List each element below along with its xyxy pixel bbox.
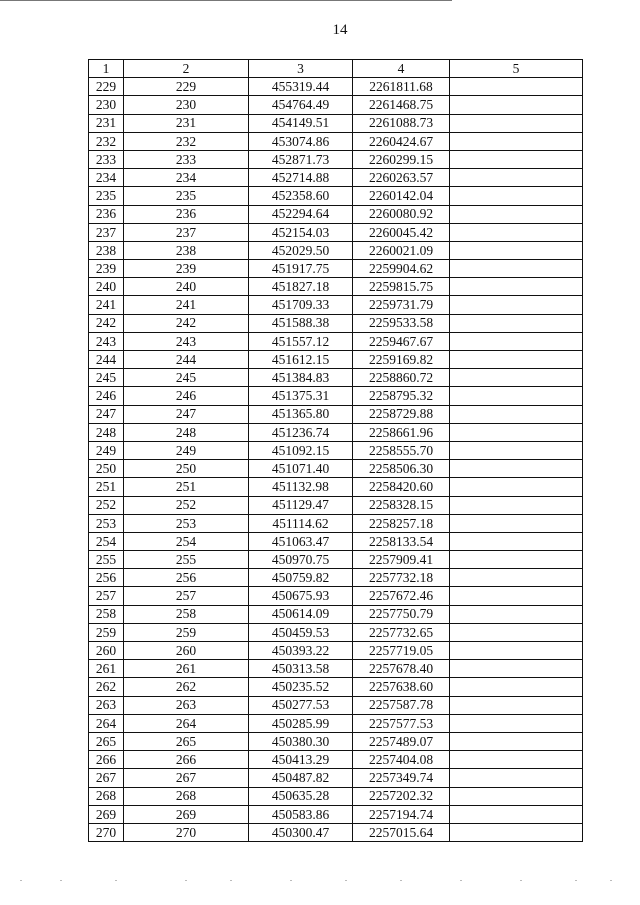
table-cell: 250 — [89, 460, 124, 478]
table-row — [89, 296, 583, 314]
table-cell: 229 — [124, 78, 249, 96]
table-row — [89, 587, 583, 605]
table-cell: 254 — [124, 532, 249, 550]
scan-dot — [610, 880, 612, 881]
table-cell: 450300.47 — [249, 823, 353, 841]
table-cell: 241 — [124, 296, 249, 314]
table-row — [89, 314, 583, 332]
table-cell — [450, 369, 583, 387]
table-row — [89, 805, 583, 823]
table-cell — [450, 241, 583, 259]
table-cell — [450, 787, 583, 805]
table-cell: 2259533.58 — [353, 314, 450, 332]
table-cell — [450, 314, 583, 332]
table-row — [89, 369, 583, 387]
table-cell — [450, 132, 583, 150]
table-cell: 450635.28 — [249, 787, 353, 805]
table-row — [89, 696, 583, 714]
table-cell: 2259467.67 — [353, 332, 450, 350]
table-cell: 2257587.78 — [353, 696, 450, 714]
table-cell: 267 — [89, 769, 124, 787]
scan-dot — [185, 880, 187, 881]
table-row — [89, 96, 583, 114]
table-cell: 2260424.67 — [353, 132, 450, 150]
table-cell: 450277.53 — [249, 696, 353, 714]
table-cell: 451557.12 — [249, 332, 353, 350]
table-cell: 265 — [89, 732, 124, 750]
page-number: 14 — [332, 22, 348, 38]
table-cell: 260 — [89, 642, 124, 660]
table-cell — [450, 296, 583, 314]
table-cell: 451365.80 — [249, 405, 353, 423]
table-cell: 2260080.92 — [353, 205, 450, 223]
table-cell — [450, 405, 583, 423]
table-row — [89, 787, 583, 805]
table-cell: 2259169.82 — [353, 351, 450, 369]
table-cell — [450, 751, 583, 769]
table-cell: 2257732.65 — [353, 623, 450, 641]
table-cell: 452154.03 — [249, 223, 353, 241]
table-cell: 451236.74 — [249, 423, 353, 441]
table-cell: 266 — [89, 751, 124, 769]
table-cell: 244 — [124, 351, 249, 369]
scan-dot — [20, 880, 22, 881]
table-row — [89, 332, 583, 350]
table-cell: 243 — [89, 332, 124, 350]
table-cell: 264 — [124, 714, 249, 732]
table-cell: 451092.15 — [249, 441, 353, 459]
table-cell: 2258729.88 — [353, 405, 450, 423]
table-cell: 450759.82 — [249, 569, 353, 587]
table-cell: 2260263.57 — [353, 169, 450, 187]
table-cell — [450, 387, 583, 405]
table-cell: 450413.29 — [249, 751, 353, 769]
table-cell: 238 — [89, 241, 124, 259]
table-cell: 247 — [89, 405, 124, 423]
table-cell: 451114.62 — [249, 514, 353, 532]
column-header: 4 — [353, 60, 450, 78]
table-row — [89, 769, 583, 787]
table-cell: 258 — [89, 605, 124, 623]
table-cell: 235 — [124, 187, 249, 205]
table-cell — [450, 169, 583, 187]
table-cell: 2258860.72 — [353, 369, 450, 387]
table-cell: 2260142.04 — [353, 187, 450, 205]
table-header-row — [89, 60, 583, 78]
table-row — [89, 260, 583, 278]
table-cell — [450, 532, 583, 550]
table-cell: 451071.40 — [249, 460, 353, 478]
table-cell: 236 — [89, 205, 124, 223]
table-cell: 2257732.18 — [353, 569, 450, 587]
table-cell: 232 — [89, 132, 124, 150]
table-body — [89, 78, 583, 842]
table-row — [89, 405, 583, 423]
table-cell: 240 — [124, 278, 249, 296]
table-cell: 263 — [124, 696, 249, 714]
table-cell — [450, 441, 583, 459]
table-cell: 252 — [124, 496, 249, 514]
scan-dot — [345, 880, 347, 881]
table-row — [89, 223, 583, 241]
table-cell: 2258555.70 — [353, 441, 450, 459]
table-cell — [450, 514, 583, 532]
table-cell: 2257750.79 — [353, 605, 450, 623]
scan-dot — [115, 880, 117, 881]
table-row — [89, 569, 583, 587]
table-row — [89, 78, 583, 96]
table-cell: 2261088.73 — [353, 114, 450, 132]
table-row — [89, 169, 583, 187]
table-cell: 264 — [89, 714, 124, 732]
table-cell: 2259904.62 — [353, 260, 450, 278]
table-cell — [450, 569, 583, 587]
table-cell: 262 — [124, 678, 249, 696]
table-cell — [450, 642, 583, 660]
scan-dot — [575, 880, 577, 881]
table-cell: 2258420.60 — [353, 478, 450, 496]
table-cell: 233 — [89, 150, 124, 168]
table-cell: 451709.33 — [249, 296, 353, 314]
table-cell: 2261811.68 — [353, 78, 450, 96]
table-row — [89, 114, 583, 132]
table-cell: 262 — [89, 678, 124, 696]
table-row — [89, 478, 583, 496]
table-cell: 257 — [89, 587, 124, 605]
table-cell: 231 — [124, 114, 249, 132]
table-cell: 455319.44 — [249, 78, 353, 96]
table-cell: 246 — [89, 387, 124, 405]
table-cell: 450970.75 — [249, 551, 353, 569]
table-cell — [450, 278, 583, 296]
table-cell: 236 — [124, 205, 249, 223]
table-cell: 258 — [124, 605, 249, 623]
table-row — [89, 423, 583, 441]
table-cell — [450, 496, 583, 514]
table-cell: 451129.47 — [249, 496, 353, 514]
table-cell: 454764.49 — [249, 96, 353, 114]
table-cell: 268 — [124, 787, 249, 805]
table-cell: 242 — [124, 314, 249, 332]
table-row — [89, 551, 583, 569]
table-cell: 453074.86 — [249, 132, 353, 150]
table-cell — [450, 351, 583, 369]
table-cell: 269 — [89, 805, 124, 823]
table-cell — [450, 714, 583, 732]
table-cell: 261 — [89, 660, 124, 678]
table-cell: 251 — [89, 478, 124, 496]
table-cell: 250 — [124, 460, 249, 478]
scan-dot — [400, 880, 402, 881]
table-cell: 270 — [124, 823, 249, 841]
table-cell: 454149.51 — [249, 114, 353, 132]
table-cell: 450675.93 — [249, 587, 353, 605]
table-cell: 237 — [124, 223, 249, 241]
table-cell — [450, 551, 583, 569]
table-cell: 452358.60 — [249, 187, 353, 205]
table-cell: 249 — [89, 441, 124, 459]
table-cell: 450285.99 — [249, 714, 353, 732]
column-header: 5 — [450, 60, 583, 78]
table-cell: 255 — [124, 551, 249, 569]
table-cell: 2257577.53 — [353, 714, 450, 732]
table-cell: 450380.30 — [249, 732, 353, 750]
scan-dot — [290, 880, 292, 881]
table-cell: 2257678.40 — [353, 660, 450, 678]
column-header: 1 — [89, 60, 124, 78]
table-cell: 251 — [124, 478, 249, 496]
table-cell: 253 — [89, 514, 124, 532]
table-cell: 238 — [124, 241, 249, 259]
table-cell: 2257719.05 — [353, 642, 450, 660]
table-cell: 248 — [89, 423, 124, 441]
table-cell: 239 — [124, 260, 249, 278]
table-cell — [450, 114, 583, 132]
table-cell: 2261468.75 — [353, 96, 450, 114]
scan-dot — [460, 880, 462, 881]
table-row — [89, 351, 583, 369]
table-cell: 249 — [124, 441, 249, 459]
table-cell: 247 — [124, 405, 249, 423]
table-cell: 245 — [89, 369, 124, 387]
table-cell: 2257202.32 — [353, 787, 450, 805]
table-row — [89, 660, 583, 678]
table-row — [89, 150, 583, 168]
table-row — [89, 732, 583, 750]
table-cell: 2257672.46 — [353, 587, 450, 605]
table-cell: 255 — [89, 551, 124, 569]
table-cell: 257 — [124, 587, 249, 605]
column-header: 2 — [124, 60, 249, 78]
table-cell — [450, 805, 583, 823]
table-cell: 240 — [89, 278, 124, 296]
table-cell: 2257909.41 — [353, 551, 450, 569]
table-cell: 233 — [124, 150, 249, 168]
table-cell: 2259731.79 — [353, 296, 450, 314]
table-cell — [450, 623, 583, 641]
table-cell: 242 — [89, 314, 124, 332]
table-cell — [450, 587, 583, 605]
table-cell — [450, 78, 583, 96]
table-cell: 2257015.64 — [353, 823, 450, 841]
table-cell — [450, 605, 583, 623]
table-cell: 256 — [89, 569, 124, 587]
table-row — [89, 642, 583, 660]
table-row — [89, 460, 583, 478]
table-cell: 229 — [89, 78, 124, 96]
table-cell — [450, 260, 583, 278]
table-cell: 263 — [89, 696, 124, 714]
table-cell: 230 — [124, 96, 249, 114]
table-cell: 234 — [124, 169, 249, 187]
table-row — [89, 387, 583, 405]
table-cell: 451384.83 — [249, 369, 353, 387]
table-cell: 2258328.15 — [353, 496, 450, 514]
column-header: 3 — [249, 60, 353, 78]
table-cell: 265 — [124, 732, 249, 750]
table-cell: 2258506.30 — [353, 460, 450, 478]
table-cell: 2259815.75 — [353, 278, 450, 296]
table-cell: 451588.38 — [249, 314, 353, 332]
table-cell: 452871.73 — [249, 150, 353, 168]
table-cell — [450, 150, 583, 168]
scan-dot — [230, 880, 232, 881]
table-cell: 451917.75 — [249, 260, 353, 278]
table-row — [89, 623, 583, 641]
table-cell: 248 — [124, 423, 249, 441]
table-cell: 2258133.54 — [353, 532, 450, 550]
table-cell: 234 — [89, 169, 124, 187]
table-row — [89, 823, 583, 841]
table-cell: 269 — [124, 805, 249, 823]
table-cell: 452029.50 — [249, 241, 353, 259]
table-cell: 239 — [89, 260, 124, 278]
top-rule — [0, 0, 452, 1]
table-cell: 253 — [124, 514, 249, 532]
table-cell — [450, 223, 583, 241]
coordinates-table — [88, 59, 583, 842]
table-row — [89, 278, 583, 296]
table-cell: 451827.18 — [249, 278, 353, 296]
table-cell: 450313.58 — [249, 660, 353, 678]
table-cell: 450459.53 — [249, 623, 353, 641]
table-cell: 231 — [89, 114, 124, 132]
table-cell: 451132.98 — [249, 478, 353, 496]
table-cell: 450583.86 — [249, 805, 353, 823]
table-cell: 2258661.96 — [353, 423, 450, 441]
table-cell: 261 — [124, 660, 249, 678]
table-cell: 232 — [124, 132, 249, 150]
table-cell: 260 — [124, 642, 249, 660]
table-cell — [450, 96, 583, 114]
table-row — [89, 496, 583, 514]
table-cell: 246 — [124, 387, 249, 405]
table-cell: 243 — [124, 332, 249, 350]
table-cell: 2258257.18 — [353, 514, 450, 532]
table-cell: 259 — [89, 623, 124, 641]
table-cell — [450, 205, 583, 223]
table-cell: 267 — [124, 769, 249, 787]
table-cell — [450, 478, 583, 496]
table-cell: 2260299.15 — [353, 150, 450, 168]
table-row — [89, 205, 583, 223]
table-cell: 452714.88 — [249, 169, 353, 187]
table-cell: 2257489.07 — [353, 732, 450, 750]
table-cell — [450, 332, 583, 350]
table-row — [89, 678, 583, 696]
table-cell: 241 — [89, 296, 124, 314]
table-cell — [450, 696, 583, 714]
table-cell — [450, 460, 583, 478]
table-cell: 450487.82 — [249, 769, 353, 787]
table-row — [89, 514, 583, 532]
table-cell — [450, 732, 583, 750]
scan-dot — [60, 880, 62, 881]
table-cell: 450614.09 — [249, 605, 353, 623]
table-cell: 452294.64 — [249, 205, 353, 223]
table-row — [89, 441, 583, 459]
table-row — [89, 241, 583, 259]
table-cell: 451375.31 — [249, 387, 353, 405]
table-row — [89, 751, 583, 769]
table-cell: 254 — [89, 532, 124, 550]
table-row — [89, 187, 583, 205]
table-cell: 451063.47 — [249, 532, 353, 550]
table-cell — [450, 678, 583, 696]
table-cell — [450, 660, 583, 678]
table-cell: 245 — [124, 369, 249, 387]
table-cell: 2260021.09 — [353, 241, 450, 259]
table-cell: 2260045.42 — [353, 223, 450, 241]
table-cell: 270 — [89, 823, 124, 841]
table-cell: 259 — [124, 623, 249, 641]
table-row — [89, 132, 583, 150]
table-cell: 268 — [89, 787, 124, 805]
table-cell: 2257349.74 — [353, 769, 450, 787]
table-cell: 256 — [124, 569, 249, 587]
table-cell — [450, 187, 583, 205]
table-cell: 252 — [89, 496, 124, 514]
scan-noise-dots — [0, 880, 640, 886]
table-cell: 2258795.32 — [353, 387, 450, 405]
scan-dot — [520, 880, 522, 881]
table-row — [89, 605, 583, 623]
table-cell: 235 — [89, 187, 124, 205]
table-cell: 237 — [89, 223, 124, 241]
table-cell — [450, 823, 583, 841]
table-row — [89, 714, 583, 732]
table-row — [89, 532, 583, 550]
table-cell: 230 — [89, 96, 124, 114]
table-cell: 450393.22 — [249, 642, 353, 660]
table-cell — [450, 423, 583, 441]
table-cell: 450235.52 — [249, 678, 353, 696]
table-cell: 2257638.60 — [353, 678, 450, 696]
table-cell: 2257194.74 — [353, 805, 450, 823]
table-cell: 2257404.08 — [353, 751, 450, 769]
table-cell: 244 — [89, 351, 124, 369]
table-cell: 451612.15 — [249, 351, 353, 369]
table-cell: 266 — [124, 751, 249, 769]
table-cell — [450, 769, 583, 787]
